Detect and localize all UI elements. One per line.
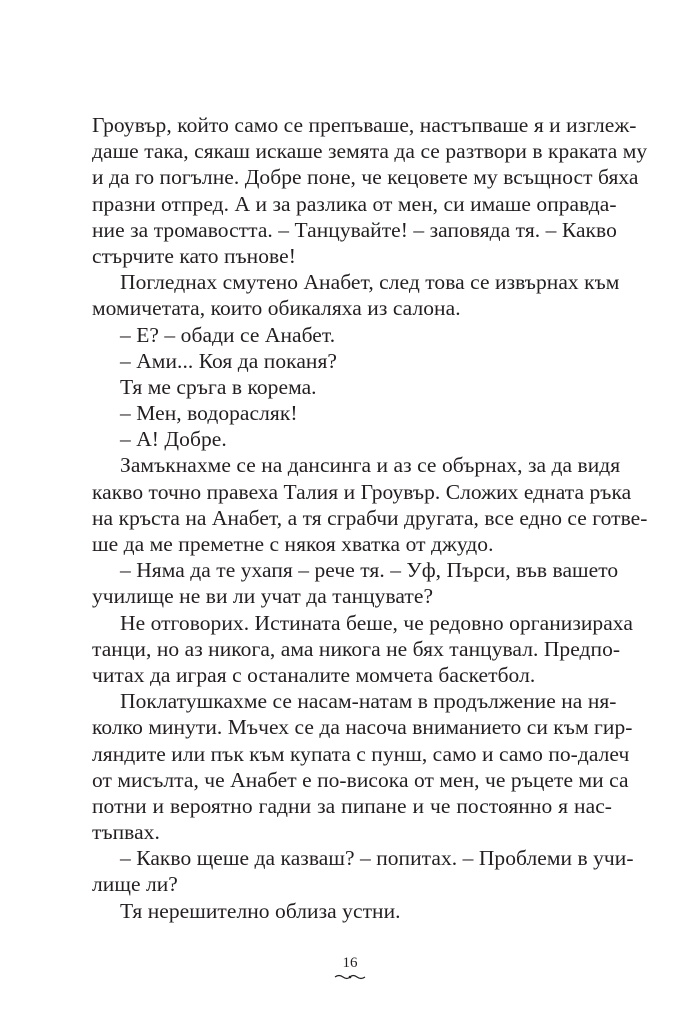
page-number: 16 <box>342 955 358 971</box>
ornament-icon <box>333 973 367 981</box>
text-line: тъпвах. <box>92 820 160 845</box>
page-text <box>92 112 648 924</box>
text-line: Тя нерешително облиза устни. <box>120 898 401 923</box>
text-line: на кръста на Анабет, а тя сграбчи другата, все едно се готве- <box>92 505 648 530</box>
text-line: колко минути. Мъчех се да насоча вниманието си към гир- <box>92 715 633 740</box>
text-line: – Е? – обади се Анабет. <box>120 322 336 347</box>
text-line: – Мен, водорасляк! <box>120 401 298 426</box>
text-line: – Няма да те ухапя – рече тя. – Уф, Пърси, във вашето <box>120 558 619 583</box>
text-line: – А! Добре. <box>120 427 227 452</box>
text-line: ляндите или пък към купата с пунш, само и само по-далеч <box>92 741 630 766</box>
text-line: – Ами... Коя да поканя? <box>120 348 338 373</box>
text-line: ше да ме преметне с някоя хватка от джудо. <box>92 532 494 556</box>
text-line: Гроувър, който само се препъваше, настъпваше я и изглеж- <box>92 113 637 137</box>
text-line: момичетата, които обикаляха из салона. <box>92 296 461 321</box>
text-line: стърчите като пънове! <box>92 243 296 268</box>
text-line: даше така, сякаш искаше земята да се разтвори в краката му <box>92 139 648 164</box>
body-text <box>92 112 648 924</box>
text-line: Погледнах смутено Анабет, след това се извърнах към <box>120 270 620 295</box>
text-line: Тя ме сръга в корема. <box>120 374 317 399</box>
text-line: – Какво щеше да казваш? – попитах. – Проблеми в учи- <box>120 846 634 871</box>
text-line: какво точно правеха Талия и Гроувър. Сложих едната ръка <box>92 479 632 504</box>
text-line: Замъкнахме се на дансинга и аз се обърнах, за да видя <box>120 453 621 478</box>
text-line: от мисълта, че Анабет е по-висока от мен, че ръцете ми са <box>92 767 629 792</box>
text-line: Не отговорих. Истината беше, че редовно организираха <box>120 610 633 635</box>
page-footer <box>0 954 700 981</box>
text-line: празни отпред. А и за разлика от мен, си имаше оправда- <box>92 191 617 216</box>
text-line: и да го погълне. Добре поне, че кецовете му всъщност бяха <box>92 165 639 190</box>
text-line: лище ли? <box>92 872 178 897</box>
text-line: читах да играя с останалите момчета баскетбол. <box>92 662 536 687</box>
text-line: Поклатушкахме се насам-натам в продължение на ня- <box>120 689 617 714</box>
text-line: ние за тромавостта. – Танцувайте! – заповяда тя. – Какво <box>92 217 617 242</box>
text-line: училище не ви ли учат да танцувате? <box>92 584 434 609</box>
text-line: потни и вероятно гадни за пипане и че постоянно я нас- <box>92 793 612 818</box>
text-line: танци, но аз никога, ама никога не бях танцувал. Предпо- <box>92 636 621 661</box>
